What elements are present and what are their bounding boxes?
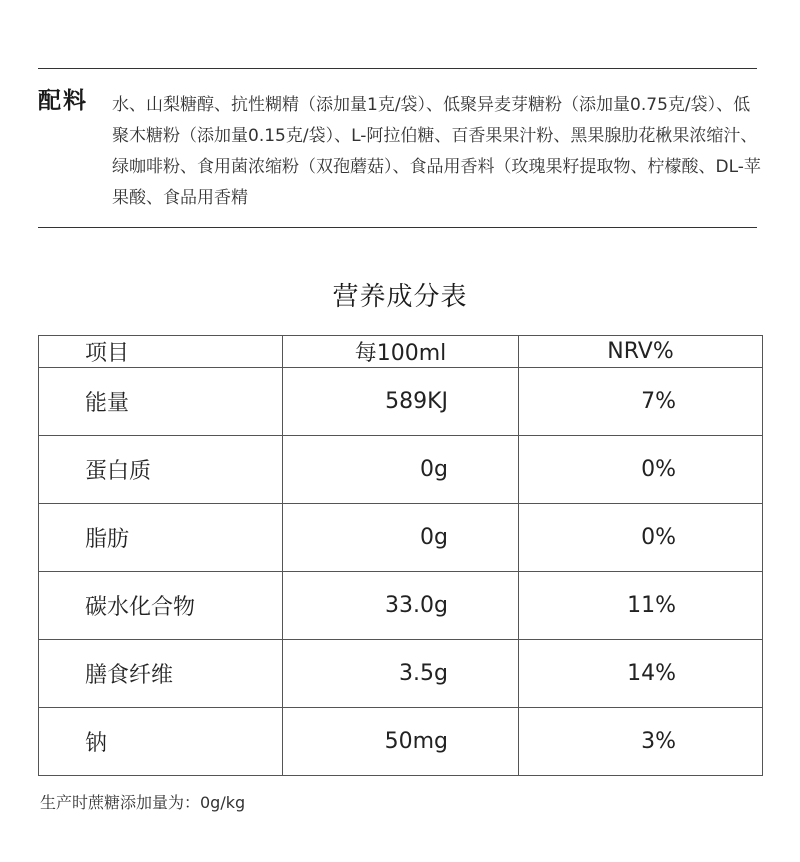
row-item: 钠 — [39, 708, 283, 776]
row-per100: 3.5g — [283, 640, 519, 708]
row-nrv: 3% — [519, 708, 763, 776]
row-per100: 0g — [283, 504, 519, 572]
ingredients-label: 配料 — [38, 88, 88, 114]
bottom-divider — [38, 227, 757, 228]
row-item: 能量 — [39, 368, 283, 436]
nutrition-table-title: 营养成分表 — [332, 282, 468, 312]
row-per100: 589KJ — [283, 368, 519, 436]
row-per100: 50mg — [283, 708, 519, 776]
nutrition-table — [38, 335, 763, 776]
row-per100: 0g — [283, 436, 519, 504]
table-row — [39, 572, 763, 640]
ingredients-text: 水、山梨糖醇、抗性糊精（添加量1克/袋）、低聚异麦芽糖粉（添加量0.75克/袋）、低聚木糖粉（添加量0.15克/袋）、L-阿拉伯糖、百香果果汁粉、黑果腺肋花楸果浓缩汁、绿咖啡粉、食用菌浓缩粉（双孢蘑菇）、食品用香料（玫瑰果籽提取物、柠檬酸、DL-苹果酸、食品用香精 — [112, 95, 761, 208]
row-item: 膳食纤维 — [39, 640, 283, 708]
row-nrv: 7% — [519, 368, 763, 436]
table-header-row — [39, 336, 763, 368]
row-item: 蛋白质 — [39, 436, 283, 504]
row-nrv: 14% — [519, 640, 763, 708]
header-per100: 每100ml — [283, 336, 519, 368]
top-divider — [38, 68, 757, 69]
header-item: 项目 — [39, 336, 283, 368]
header-nrv: NRV% — [519, 336, 763, 368]
table-row — [39, 640, 763, 708]
sucrose-footnote: 生产时蔗糖添加量为：0g/kg — [40, 793, 246, 812]
table-row — [39, 436, 763, 504]
row-per100: 33.0g — [283, 572, 519, 640]
row-item: 脂肪 — [39, 504, 283, 572]
row-item: 碳水化合物 — [39, 572, 283, 640]
table-row — [39, 368, 763, 436]
table-row — [39, 504, 763, 572]
table-row — [39, 708, 763, 776]
row-nrv: 11% — [519, 572, 763, 640]
row-nrv: 0% — [519, 436, 763, 504]
row-nrv: 0% — [519, 504, 763, 572]
